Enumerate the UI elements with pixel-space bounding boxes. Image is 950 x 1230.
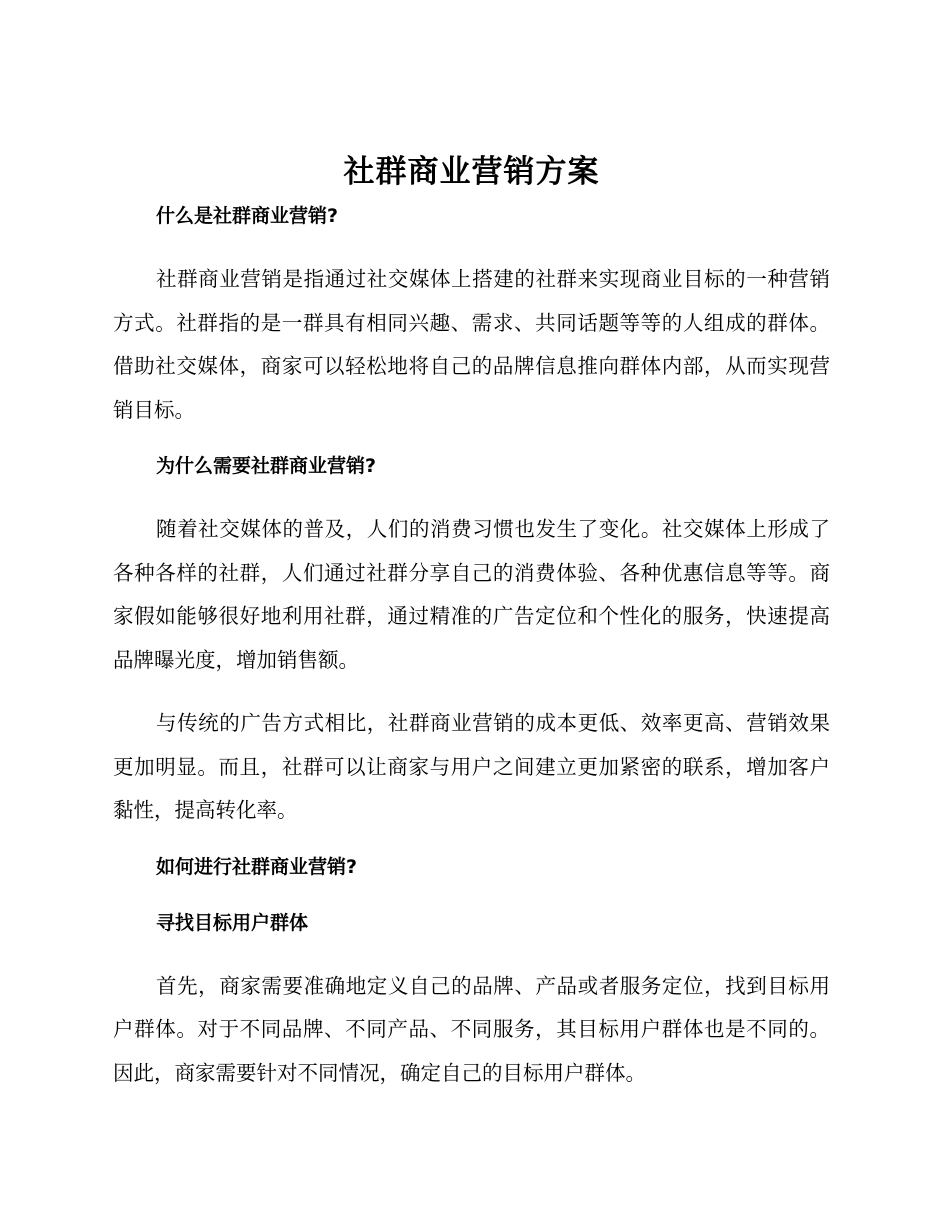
- section-heading-how: 如何进行社群商业营销?: [156, 855, 358, 878]
- subsection-heading-target-users: 寻找目标用户群体: [156, 911, 309, 934]
- document-page: [113, 150, 830, 1095]
- section-heading-why: 为什么需要社群商业营销?: [156, 455, 377, 477]
- section-paragraph: 随着社交媒体的普及，人们的消费习惯也发生了变化。社交媒体上形成了各种各样的社群，人们通过社群分享自己的消费体验、各种优惠信息等等。商家假如能够很好地利用社群，通过精准的广告定位和个性化的服务，快速提高品牌曝光度，增加销售额。: [113, 517, 830, 672]
- section-paragraph: 首先，商家需要准确地定义自己的品牌、产品或者服务定位，找到目标用户群体。对于不同品牌、不同产品、不同服务，其目标用户群体也是不同的。因此，商家需要针对不同情况，确定自己的目标用户群体。: [113, 973, 830, 1085]
- section-paragraph: 与传统的广告方式相比，社群商业营销的成本更低、效率更高、营销效果更加明显。而且，社群可以让商家与用户之间建立更加紧密的联系，增加客户黏性，提高转化率。: [113, 711, 830, 822]
- document-title: 社群商业营销方案: [343, 154, 600, 190]
- section-paragraph: 社群商业营销是指通过社交媒体上搭建的社群来实现商业目标的一种营销方式。社群指的是一群具有相同兴趣、需求、共同话题等等的人组成的群体。借助社交媒体，商家可以轻松地将自己的品牌信息推向群体内部，从而实现营销目标。: [113, 267, 830, 422]
- section-heading-what: 什么是社群商业营销?: [156, 205, 339, 227]
